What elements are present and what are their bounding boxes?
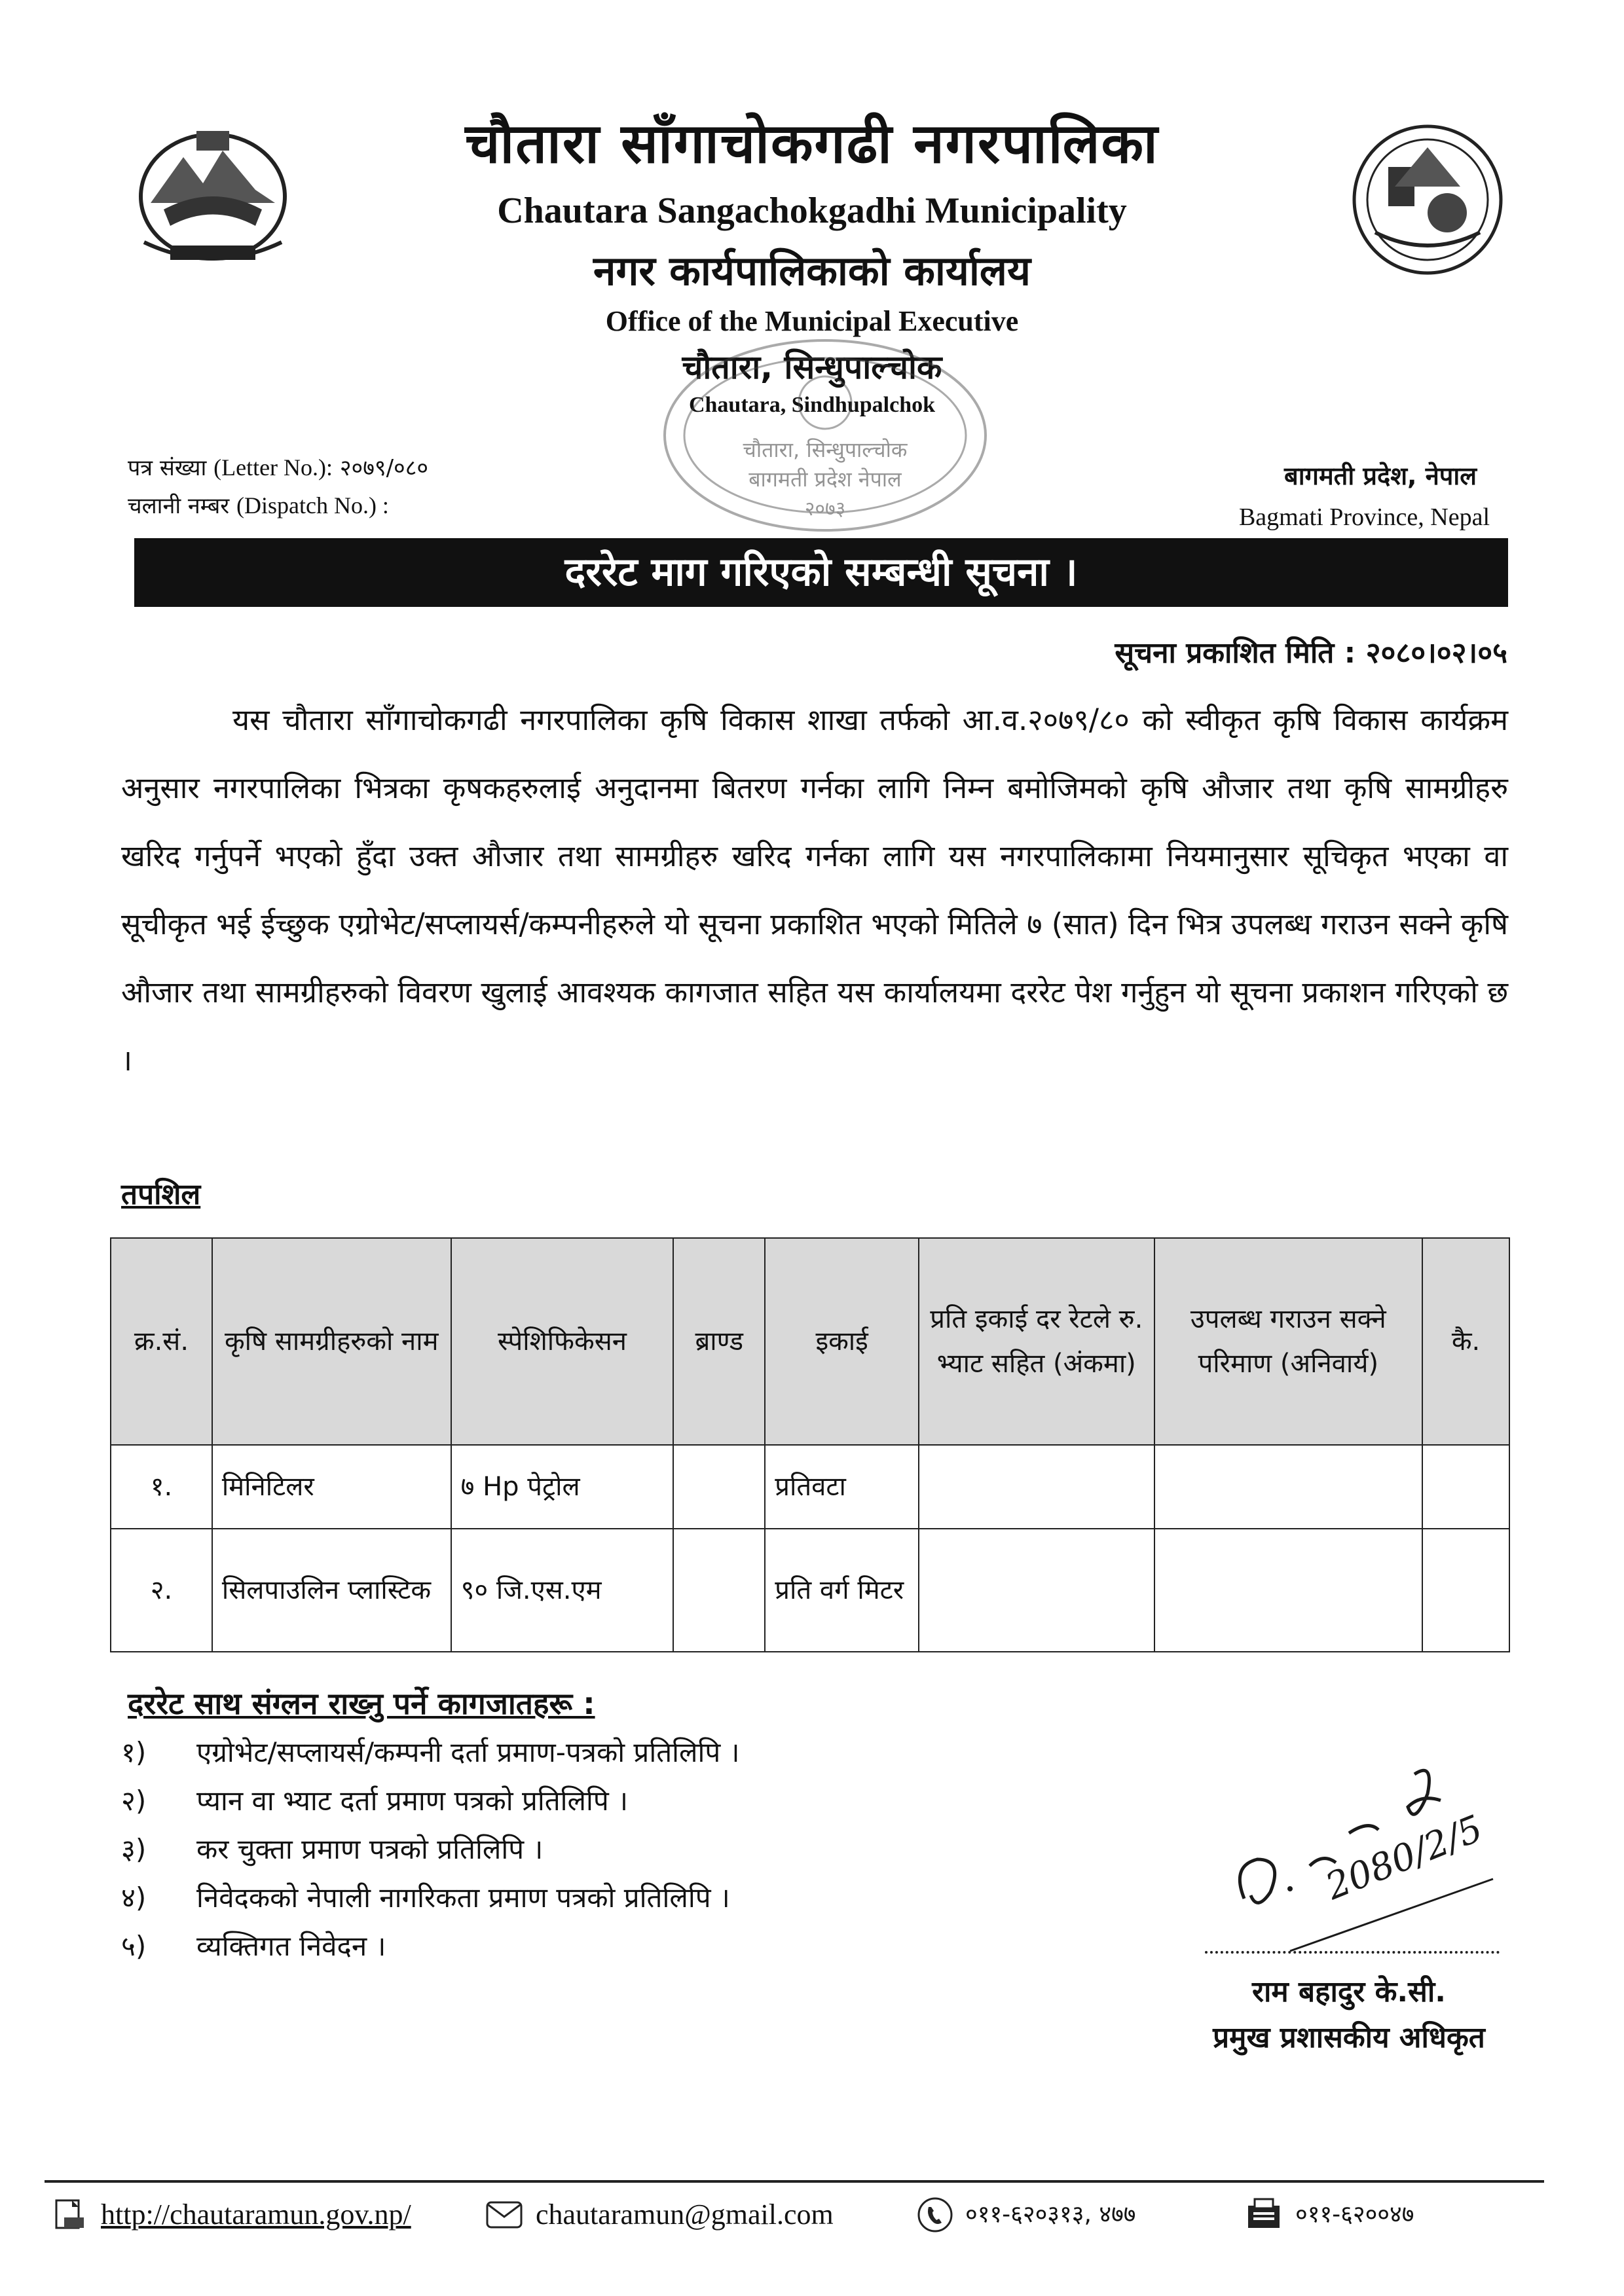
published-value: २०८०।०२।०५ (1365, 636, 1507, 670)
attachments-heading: दररेट साथ संग्लन राख्नु पर्ने कागजातहरू : (128, 1686, 595, 1721)
footer-phone (917, 2185, 1136, 2244)
list-item (121, 1874, 740, 1922)
signatory-title: प्रमुख प्रशासकीय अधिकृत (1213, 2021, 1485, 2054)
col-header-quantity: उपलब्ध गराउन सक्ने परिमाण (अनिवार्य) (1154, 1238, 1423, 1445)
footer-divider (45, 2180, 1544, 2183)
col-header-unit: इकाई (765, 1238, 919, 1445)
table-cell (673, 1445, 765, 1529)
list-item (121, 1922, 740, 1971)
office-name-en: Office of the Municipal Executive (605, 305, 1019, 337)
notice-body: यस चौतारा साँगाचोकगढी नगरपालिका कृषि विकास शाखा तर्फको आ.व.२०७९/८० को स्वीकृत कृषि विकास कार्यक्रम अनुसार नगरपालिका भित्रका कृषकहरुलाई अनुदानमा बितरण गर्नका लागि निम्न बमोजिमको कृषि औजार तथा कृषि सामग्रीहरु खरिद गर्नुपर्ने भएको हुँदा उक्त औजार तथा सामग्रीहरु खरिद गर्नका लागि यस नगरपालिकामा नियमानुसार सूचिकृत भएका वा सूचीकृत भई ईच्छुक एग्रोभेट/सप्लायर्स/कम्पनीहरुले यो सूचना प्रकाशित भएको मितिले ७ (सात) दिन भित्र उपलब्ध गराउन सक्ने कृषि औजार तथा सामग्रीहरुको विवरण खुलाई आवश्यक कागजात सहित यस कार्यालयमा दररेट पेश गर्नुहुन यो सूचना प्रकाशन गरिएको छ । (121, 702, 1508, 1078)
table-cell (919, 1529, 1154, 1652)
col-header-remarks: कै. (1422, 1238, 1509, 1445)
dispatch-label-en: (Dispatch No.) : (236, 492, 389, 519)
table-cell: २. (111, 1529, 212, 1652)
table-row (111, 1445, 1509, 1529)
list-item-text: प्यान वा भ्याट दर्ता प्रमाण पत्रको प्रतिलिपि । (196, 1785, 629, 1817)
fax-number: ०११-६२००४७ (1295, 2201, 1414, 2228)
province-np: बागमती प्रदेश, नेपाल (1284, 462, 1477, 490)
list-item (121, 1728, 740, 1777)
municipality-name-np: चौतारा साँगाचोकगढी नगरपालिका (465, 111, 1159, 175)
municipality-name-en: Chautara Sangachokgadhi Municipality (497, 191, 1127, 231)
schedule-label: तपशिल (121, 1178, 201, 1211)
col-header-specification: स्पेशिफिकेसन (451, 1238, 674, 1445)
dispatch-number (128, 490, 389, 520)
location-en: Chautara, Sindhupalchok (688, 393, 936, 417)
signature-line (1205, 1951, 1500, 1954)
dispatch-label-np: चलानी नम्बर (128, 493, 230, 519)
footer-fax (1244, 2185, 1414, 2244)
list-item-number: १) (121, 1736, 147, 1768)
location-np: चौतारा, सिन्धुपाल्चोक (682, 348, 942, 386)
list-item-number: २) (121, 1785, 147, 1817)
signatory-name: राम बहादुर के.सी. (1252, 1975, 1446, 2009)
fax-icon (1244, 2196, 1283, 2233)
letter-value: २०७९/०८० (339, 455, 429, 481)
table-cell (673, 1529, 765, 1652)
table-row (111, 1529, 1509, 1652)
footer-email[interactable] (485, 2185, 834, 2244)
table-cell: ७ Hp पेट्रोल (451, 1445, 674, 1529)
footer-website[interactable] (52, 2185, 411, 2244)
table-cell: प्रतिवटा (765, 1445, 919, 1529)
office-name-np: नगर कार्यपालिकाको कार्यालय (593, 247, 1031, 295)
list-item-number: ४) (121, 1882, 147, 1914)
col-header-item-name: कृषि सामग्रीहरुको नाम (212, 1238, 451, 1445)
table-cell: ९० जि.एस.एम (451, 1529, 674, 1652)
col-header-brand: ब्राण्ड (673, 1238, 765, 1445)
list-item-text: एग्रोभेट/सप्लायर्स/कम्पनी दर्ता प्रमाण-पत्रको प्रतिलिपि । (196, 1736, 740, 1768)
website-link[interactable]: http://chautaramun.gov.np/ (101, 2198, 411, 2231)
table-cell: १. (111, 1445, 212, 1529)
stamp-line-3: २०७३ (804, 498, 846, 520)
phone-icon (917, 2196, 953, 2233)
stamp-line-2: बागमती प्रदेश नेपाल (748, 467, 902, 492)
table-cell (1154, 1529, 1423, 1652)
table-cell: मिनिटिलर (212, 1445, 451, 1529)
list-item-text: कर चुक्ता प्रमाण पत्रको प्रतिलिपि । (196, 1833, 544, 1865)
email-icon (485, 2198, 524, 2231)
published-label: सूचना प्रकाशित मिति : (1115, 636, 1356, 670)
handwritten-signature (1218, 1755, 1559, 1971)
table-header-row (111, 1238, 1509, 1445)
office-stamp (655, 331, 995, 540)
letter-number (128, 452, 428, 482)
list-item-text: निवेदकको नेपाली नागरिकता प्रमाण पत्रको प्रतिलिपि । (196, 1882, 730, 1914)
list-item (121, 1825, 740, 1874)
letter-label-np: पत्र संख्या (128, 455, 207, 481)
table-cell (1422, 1529, 1509, 1652)
list-item-number: ५) (121, 1930, 147, 1962)
phone-number: ०११-६२०३१३, ४७७ (965, 2201, 1136, 2228)
letter-label-en: (Letter No.): (213, 454, 333, 481)
list-item (121, 1777, 740, 1825)
list-item-number: ३) (121, 1833, 147, 1865)
stamp-line-1: चौतारा, सिन्धुपाल्चोक (743, 437, 908, 462)
col-header-sn: क्र.सं. (111, 1238, 212, 1445)
website-icon (52, 2196, 89, 2233)
table-cell (1422, 1445, 1509, 1529)
handwritten-date: 2080/2/5 (1320, 1807, 1489, 1908)
items-table (110, 1237, 1510, 1652)
municipality-logo-icon (1349, 121, 1506, 278)
table-cell: सिलपाउलिन प्लास्टिक (212, 1529, 451, 1652)
notice-title: दररेट माग गरिएको सम्बन्धी सूचना । (134, 538, 1508, 607)
table-cell (919, 1445, 1154, 1529)
table-cell (1154, 1445, 1423, 1529)
email-address[interactable]: chautaramun@gmail.com (536, 2198, 834, 2231)
published-date (1115, 632, 1507, 671)
table-cell: प्रति वर्ग मिटर (765, 1529, 919, 1652)
province-en: Bagmati Province, Nepal (1238, 503, 1490, 531)
col-header-rate: प्रति इकाई दर रेटले रु. भ्याट सहित (अंकमा) (919, 1238, 1154, 1445)
list-item-text: व्यक्तिगत निवेदन । (196, 1930, 386, 1962)
attachments-list (121, 1728, 740, 1971)
